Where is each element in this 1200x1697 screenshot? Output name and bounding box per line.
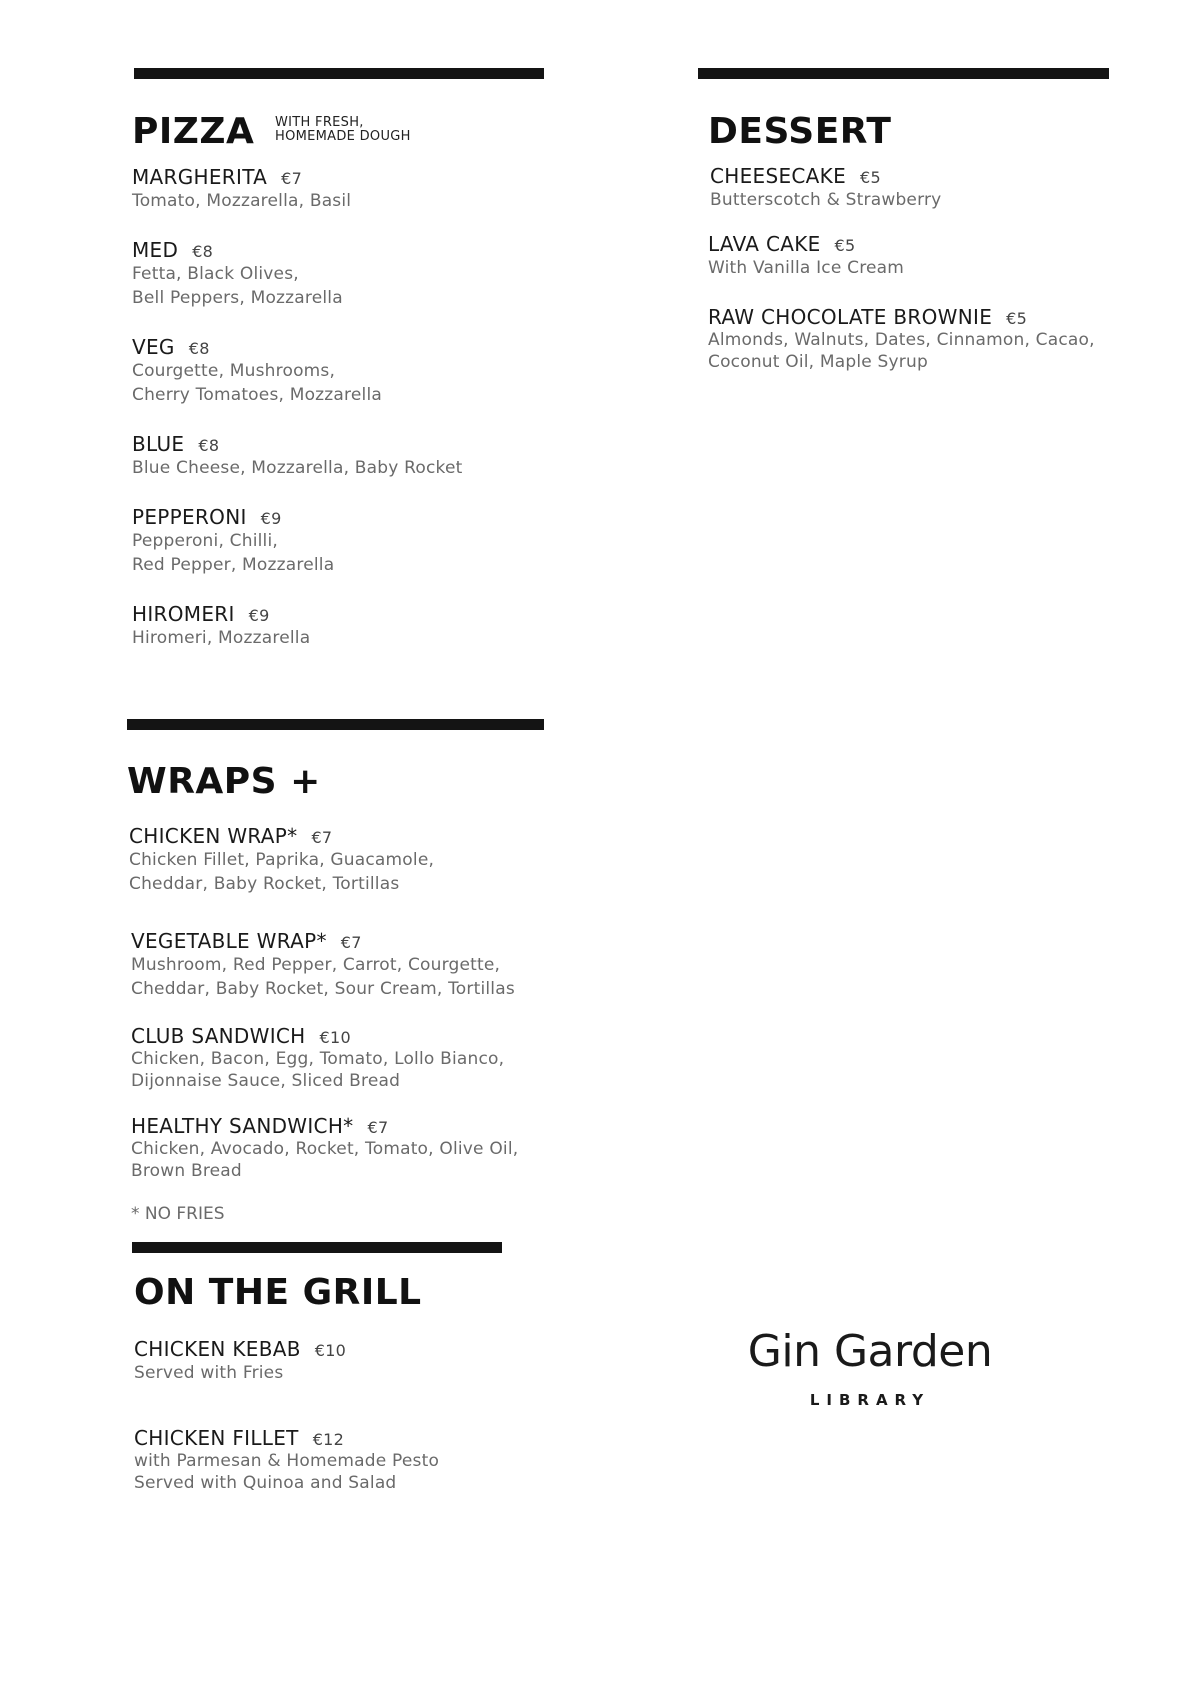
- item-price: €7: [281, 169, 303, 188]
- item-name: VEGETABLE WRAP*: [131, 929, 327, 953]
- menu-item-chicken-fillet: [134, 1426, 439, 1494]
- grill-title: ON THE GRILL: [134, 1272, 422, 1313]
- grill-divider: [132, 1242, 502, 1253]
- item-price: €7: [367, 1118, 389, 1137]
- item-description: Served with Quinoa and Salad: [134, 1473, 397, 1493]
- item-description: Courgette, Mushrooms,: [132, 361, 336, 381]
- item-description: Brown Bread: [131, 1161, 242, 1181]
- item-price: €5: [860, 168, 881, 187]
- menu-item-hiromeri: [132, 602, 310, 650]
- item-price: €10: [314, 1341, 347, 1360]
- item-description: Bell Peppers, Mozzarella: [132, 288, 343, 308]
- wraps-divider: [127, 719, 544, 730]
- pizza-divider: [134, 68, 544, 79]
- pizza-title: PIZZA: [132, 111, 255, 152]
- item-description: Chicken Fillet, Paprika, Guacamole,: [129, 850, 435, 870]
- item-description: Butterscotch & Strawberry: [710, 190, 942, 210]
- no-fries-footnote: * NO FRIES: [131, 1204, 225, 1224]
- menu-item-lava-cake: [708, 232, 904, 280]
- dessert-title: DESSERT: [708, 111, 892, 152]
- item-description: Dijonnaise Sauce, Sliced Bread: [131, 1071, 401, 1091]
- item-name: CLUB SANDWICH: [131, 1024, 306, 1048]
- item-name: HEALTHY SANDWICH*: [131, 1114, 354, 1138]
- item-description: Red Pepper, Mozzarella: [132, 555, 335, 575]
- item-name: PEPPERONI: [132, 505, 247, 529]
- item-description: Mushroom, Red Pepper, Carrot, Courgette,: [131, 955, 501, 975]
- item-price: €10: [319, 1028, 351, 1047]
- item-description: Chicken, Avocado, Rocket, Tomato, Olive Oil,: [131, 1139, 519, 1159]
- menu-item-chicken-wrap: [129, 824, 434, 896]
- item-price: €9: [248, 606, 270, 625]
- menu-item-med: [132, 238, 343, 310]
- menu-item-blue: [132, 432, 462, 480]
- item-description: Pepperoni, Chilli,: [132, 531, 279, 551]
- item-price: €8: [198, 436, 220, 455]
- menu-item-healthy-sandwich: [131, 1114, 518, 1182]
- item-description: Almonds, Walnuts, Dates, Cinnamon, Cacao,: [708, 330, 1095, 350]
- item-name: CHICKEN WRAP*: [129, 824, 298, 848]
- menu-item-veg: [132, 335, 382, 407]
- item-description: Fetta, Black Olives,: [132, 264, 299, 284]
- item-price: €7: [311, 828, 333, 847]
- item-description: Cheddar, Baby Rocket, Sour Cream, Tortillas: [131, 979, 515, 999]
- item-name: HIROMERI: [132, 602, 235, 626]
- brand-name: Gin Garden: [747, 1326, 993, 1377]
- item-name: LAVA CAKE: [708, 232, 821, 256]
- item-price: €9: [260, 509, 282, 528]
- dessert-divider: [698, 68, 1109, 79]
- item-description: Tomato, Mozzarella, Basil: [132, 191, 352, 211]
- menu-item-margherita: [132, 165, 351, 213]
- item-description: Hiromeri, Mozzarella: [132, 628, 311, 648]
- item-name: CHICKEN KEBAB: [134, 1337, 301, 1361]
- brand-logo: [720, 1326, 1020, 1409]
- item-description: Served with Fries: [134, 1363, 284, 1383]
- item-name: RAW CHOCOLATE BROWNIE: [708, 305, 993, 329]
- item-price: €5: [1006, 309, 1028, 328]
- item-description: With Vanilla Ice Cream: [708, 258, 905, 278]
- menu-item-club-sandwich: [131, 1024, 504, 1092]
- menu-item-pepperoni: [132, 505, 334, 577]
- item-name: CHICKEN FILLET: [134, 1426, 299, 1450]
- item-price: €7: [340, 933, 362, 952]
- item-name: VEG: [132, 335, 175, 359]
- item-name: BLUE: [132, 432, 185, 456]
- menu-item-cheesecake: [710, 164, 941, 212]
- item-price: €8: [192, 242, 214, 261]
- item-description: Coconut Oil, Maple Syrup: [708, 352, 928, 372]
- menu-item-raw-chocolate-brownie: [708, 305, 1095, 373]
- item-description: Blue Cheese, Mozzarella, Baby Rocket: [132, 458, 463, 478]
- menu-item-chicken-kebab: [134, 1337, 346, 1385]
- item-description: Cheddar, Baby Rocket, Tortillas: [129, 874, 400, 894]
- item-description: with Parmesan & Homemade Pesto: [134, 1451, 440, 1471]
- item-description: Chicken, Bacon, Egg, Tomato, Lollo Bianco,: [131, 1049, 505, 1069]
- item-description: Cherry Tomatoes, Mozzarella: [132, 385, 382, 405]
- item-price: €12: [312, 1430, 345, 1449]
- item-name: MED: [132, 238, 179, 262]
- pizza-note: WITH FRESH, HOMEMADE DOUGH: [275, 115, 411, 144]
- item-price: €5: [834, 236, 856, 255]
- menu-item-vegetable-wrap: [131, 929, 515, 1001]
- brand-subtitle: LIBRARY: [809, 1391, 931, 1409]
- item-name: CHEESECAKE: [710, 164, 847, 188]
- item-name: MARGHERITA: [132, 165, 268, 189]
- wraps-title: WRAPS +: [127, 761, 321, 802]
- item-price: €8: [188, 339, 210, 358]
